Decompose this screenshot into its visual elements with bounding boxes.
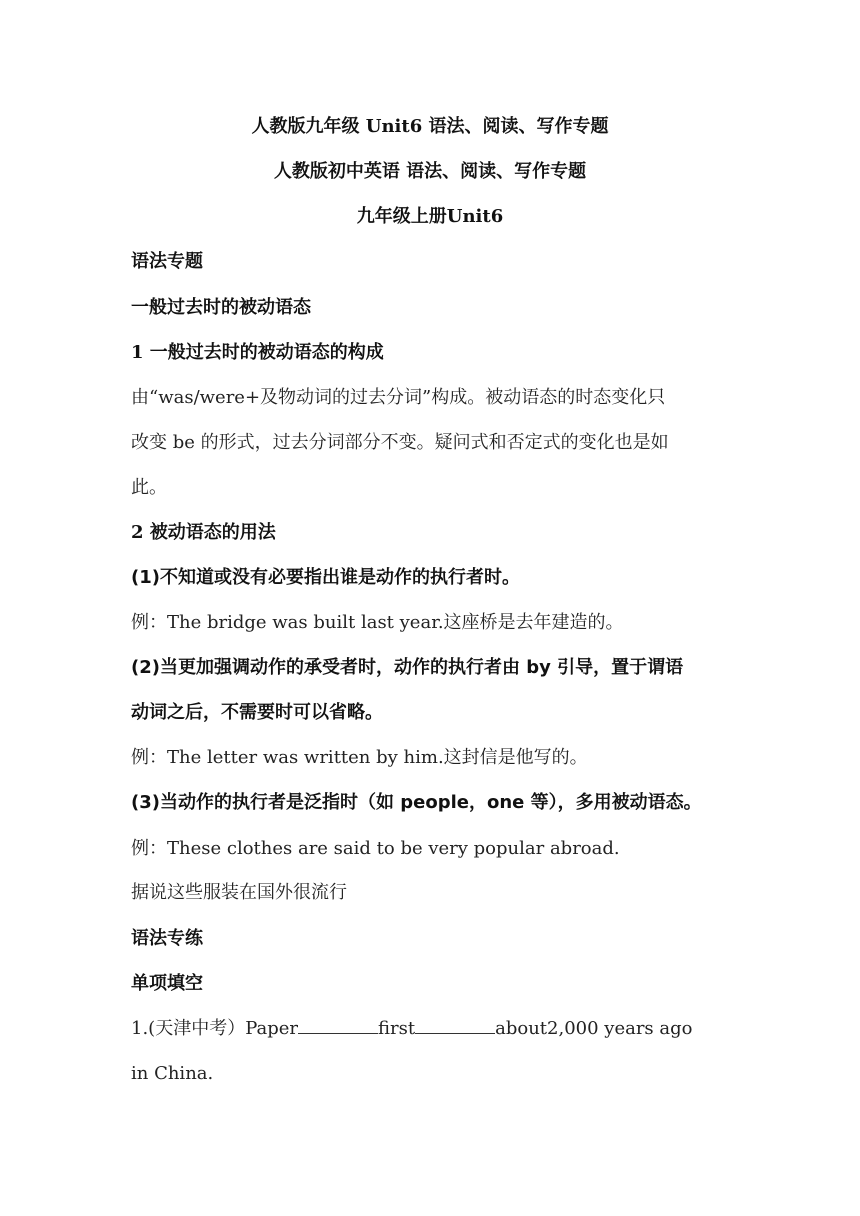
question-1-prefix: 1.(天津中考）Paper xyxy=(131,1018,299,1039)
section-heading-practice: 语法专练 xyxy=(131,928,203,949)
doc-subtitle: 人教版初中英语 语法、阅读、写作专题 xyxy=(273,161,587,182)
doc-title: 人教版九年级 Unit6 语法、阅读、写作专题 xyxy=(251,116,609,137)
question-1-mid: first xyxy=(378,1018,416,1039)
question-1-line2: in China. xyxy=(131,1063,214,1084)
answer-blank-2 xyxy=(415,1017,495,1034)
point1-title: 1 一般过去时的被动语态的构成 xyxy=(131,342,384,363)
answer-blank-1 xyxy=(298,1017,378,1034)
example3-translation: 据说这些服装在国外很流行 xyxy=(131,882,347,903)
example3-text: 例：These clothes are said to be very popular abroad. xyxy=(131,838,620,859)
point1-text-line3: 此。 xyxy=(131,477,167,498)
point2-title: 2 被动语态的用法 xyxy=(131,522,276,543)
point1-text-line1: 由“was/were+及物动词的过去分词”构成。被动语态的时态变化只 xyxy=(131,387,666,408)
usage3-text: (3)当动作的执行者是泛指时（如 people，one 等），多用被动语态。 xyxy=(131,792,702,813)
example1-text: 例：The bridge was built last year.这座桥是去年建造的。 xyxy=(131,612,624,633)
point1-text-line2: 改变 be 的形式，过去分词部分不变。疑问式和否定式的变化也是如 xyxy=(131,432,669,453)
question-1-line1 xyxy=(131,1017,693,1041)
usage2-text-line1: (2)当更加强调动作的承受者时，动作的执行者由 by 引导，置于谓语 xyxy=(131,657,684,678)
question-1-suffix: about2,000 years ago xyxy=(495,1018,693,1039)
usage1-text: (1)不知道或没有必要指出谁是动作的执行者时。 xyxy=(131,567,520,588)
usage2-text-line2: 动词之后，不需要时可以省略。 xyxy=(131,702,383,723)
section-heading-grammar: 语法专题 xyxy=(131,251,203,272)
topic-heading: 一般过去时的被动语态 xyxy=(131,297,311,318)
practice-type-heading: 单项填空 xyxy=(131,973,203,994)
doc-grade-title: 九年级上册Unit6 xyxy=(356,206,504,227)
example2-text: 例：The letter was written by him.这封信是他写的。 xyxy=(131,747,588,768)
